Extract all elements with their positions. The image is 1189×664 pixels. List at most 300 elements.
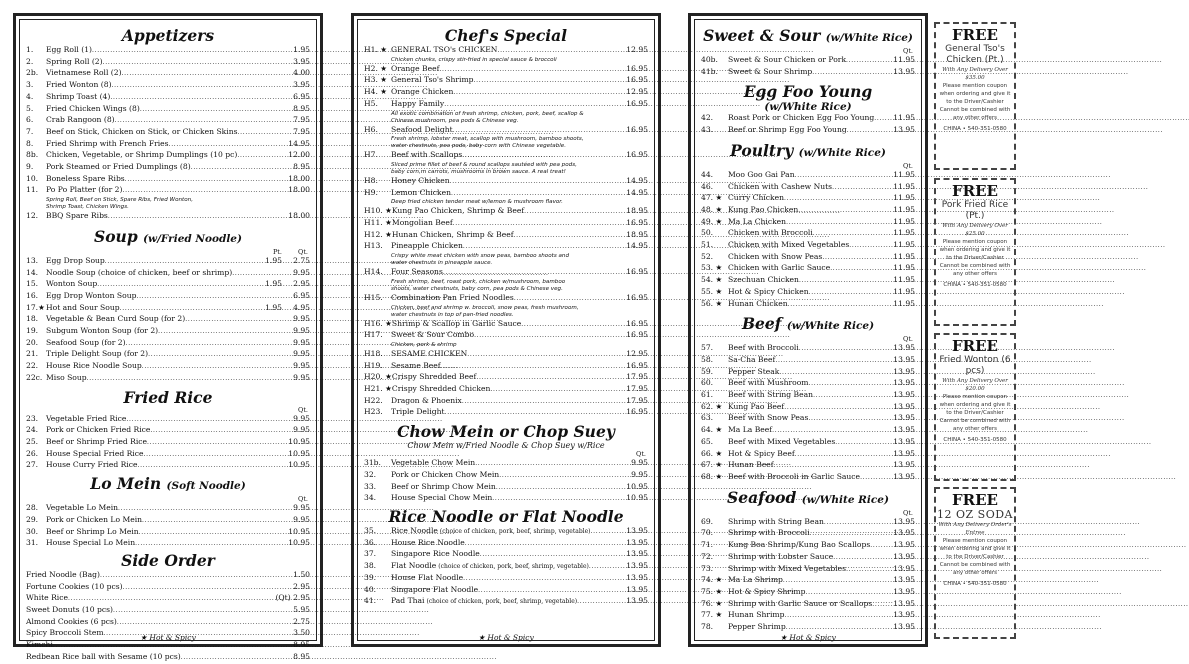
menu-item [26, 291, 310, 303]
leader-dots [786, 622, 893, 634]
section-title-text: Rice Noodle or Flat Noodle [388, 506, 624, 526]
item-price: 11.95 [893, 193, 915, 203]
item-name: Seafood Soup (for 2) [46, 337, 126, 347]
item-number: 25. [26, 436, 39, 446]
item-price: 10.95 [288, 448, 310, 458]
section-title-text: Seafood [727, 487, 797, 507]
section-title-text: Lo Mein [90, 474, 162, 494]
item-name: Vegetable Fried Rice [46, 413, 127, 423]
leader-dots [139, 527, 288, 539]
menu-item [26, 68, 310, 80]
leader-dots [795, 449, 893, 461]
menu-item [364, 596, 648, 608]
leader-dots [822, 252, 892, 264]
menu-item [701, 287, 915, 299]
item-note: (choice of chicken, pork, beef, shrimp, vegetable) [439, 527, 591, 535]
item-number: 42. [701, 113, 714, 123]
menu-item [26, 92, 310, 104]
item-name: Orange Beef [391, 63, 440, 73]
item-name: Sweet & Sour Combo [391, 330, 475, 340]
item-name: Rice Noodle [391, 525, 438, 535]
item-name: Ma La Shrimp [728, 575, 783, 585]
item-price-qt: 6.95 [293, 290, 310, 300]
item-name: Beef with Broccoli in Garlic Sauce [728, 471, 861, 481]
item-number: 73. [701, 563, 714, 573]
menu-item [26, 185, 310, 197]
item-name: Po Po Platter (for 2) [46, 185, 123, 195]
leader-dots [122, 68, 293, 80]
coupon-free-label: FREE [952, 491, 998, 509]
leader-dots [799, 275, 892, 287]
leader-dots [451, 188, 625, 200]
menu-item [364, 470, 648, 482]
coupon-condition: With Any Delivery Over $25.00 [942, 223, 1008, 237]
menu-item [26, 425, 310, 437]
item-price-qt: 9.95 [293, 326, 310, 336]
item-number: 1. [26, 45, 34, 54]
item-number: H22. [364, 395, 383, 405]
item-name: Vegetable Lo Mein [46, 503, 119, 513]
item-number: 53. ★ [701, 263, 723, 273]
leader-dots [465, 538, 625, 550]
item-price: 13.95 [626, 525, 648, 535]
section-title [364, 422, 648, 441]
item-number: 65. [701, 436, 714, 446]
item-number: H21. ★ [364, 384, 392, 394]
coupon-free-label: FREE [952, 182, 998, 200]
item-price: 14.95 [626, 241, 648, 251]
item-price-pt: 1.95 [265, 302, 282, 312]
item-name: Chicken with Broccoli [728, 228, 813, 238]
leader-dots [521, 319, 625, 331]
item-number: 33. [364, 481, 377, 491]
item-price: 11.95 [893, 204, 915, 214]
item-name: Ma La Beef [728, 425, 773, 435]
item-number: H18. [364, 348, 383, 358]
item-description: Chicken, beef and shrimp w. broccoli, snow peas, fresh mushroom, [391, 304, 579, 311]
item-number: 43. [701, 125, 714, 135]
leader-dots [784, 610, 892, 622]
menu-item [26, 414, 310, 426]
item-number: 26. [26, 448, 39, 458]
coupon-phone: CHINA • 540-351-0580 [943, 437, 1007, 443]
item-name: House Flat Noodle [391, 572, 464, 582]
item-name: Happy Family [391, 98, 445, 108]
menu-item [364, 538, 648, 550]
item-number: 46. [701, 181, 714, 191]
menu-item [26, 162, 310, 174]
leader-dots [499, 470, 630, 482]
item-name: Boneless Spare Ribs [46, 173, 125, 183]
section-title [701, 488, 915, 510]
item-number: 34. [364, 493, 377, 503]
leader-dots [514, 293, 625, 305]
item-number: H9. [364, 187, 378, 197]
item-name: Beef or Shrimp Egg Foo Young [728, 125, 847, 135]
item-name: Hunan Chicken, Shrimp & Beef [391, 229, 514, 239]
leader-dots [478, 585, 625, 597]
item-number: 77. ★ [701, 610, 723, 620]
item-price: 10.95 [626, 493, 648, 503]
section-title-text: Chow Mein or Chop Suey [397, 422, 615, 442]
leader-dots [810, 528, 893, 540]
menu-item [26, 127, 310, 139]
item-price: 11.95 [893, 286, 915, 296]
menu-item [701, 275, 915, 287]
item-number: 57. [701, 343, 714, 353]
item-name: Wonton Soup [46, 279, 98, 289]
item-number: 17.★ [26, 302, 45, 312]
item-price: 13.95 [893, 598, 915, 608]
item-number: 31. [26, 538, 39, 548]
item-name: Fried Wonton (8) [46, 80, 112, 90]
leader-dots [100, 570, 292, 582]
menu-item [364, 45, 648, 57]
item-description: water chestnuts in pineapple sauce. [391, 260, 493, 267]
menu-item [26, 503, 310, 515]
item-name: Subgum Wonton Soup (for 2) [46, 326, 159, 336]
hot-spicy-legend: ★ Hot & Spicy [478, 633, 534, 642]
item-number: 48. ★ [701, 204, 723, 214]
item-name: Fortune Cookies (10 pcs) [26, 581, 123, 591]
item-name: Hot & Spicy Shrimp [728, 586, 806, 596]
item-price: 9.95 [293, 514, 310, 524]
leader-dots [775, 355, 892, 367]
item-number: 13. [26, 255, 39, 265]
leader-dots [524, 206, 625, 218]
menu-item [701, 472, 915, 484]
item-number: 58. [701, 354, 714, 364]
leader-dots [453, 87, 625, 99]
item-name: Pepper Shrimp [728, 622, 786, 632]
menu-item [701, 205, 915, 217]
item-name: Shrimp & Scallop in Garlic Sauce [391, 318, 522, 328]
menu-item [364, 150, 648, 162]
item-price-qt: 2.95 [293, 279, 310, 289]
item-price: 13.95 [893, 66, 915, 76]
item-number: H13. [364, 241, 383, 251]
coupon-free-label: FREE [952, 337, 998, 355]
item-price: 18.95 [626, 206, 648, 216]
item-price: 18.00 [288, 211, 310, 221]
section-subtitle: (Soft Noodle) [166, 480, 246, 493]
item-note: (choice of chicken, pork, beef, shrimp, vegetable) [426, 598, 578, 606]
leader-dots [117, 617, 292, 629]
leader-dots [824, 517, 892, 529]
item-price: 13.95 [893, 622, 915, 632]
menu-item [364, 206, 648, 218]
item-price: 10.95 [288, 526, 310, 536]
section-title [701, 314, 915, 336]
item-description: All exotic combination of fresh shrimp, chicken, pork, beef, scallop & [391, 110, 584, 117]
item-price: 8.95 [293, 162, 310, 172]
item-name: Shrimp with Garlic Sauce or Scallops [728, 598, 873, 608]
menu-item [701, 355, 915, 367]
item-name: Beef or Shrimp Chow Mein [391, 481, 496, 491]
item-number: 67. ★ [701, 460, 723, 470]
item-price: 9.95 [293, 425, 310, 435]
item-name: House Curry Fried Rice [46, 460, 138, 470]
item-price: 10.95 [288, 538, 310, 548]
leader-dots [784, 193, 892, 205]
item-number: 11. [26, 185, 39, 195]
item-number: 64. ★ [701, 425, 723, 435]
item-number: 4. [26, 91, 34, 101]
menu-item [26, 593, 310, 605]
leader-dots [809, 287, 893, 299]
item-number: 3. [26, 80, 34, 90]
leader-dots [92, 45, 292, 57]
coupon-card [934, 178, 1016, 326]
item-number: 21. [26, 349, 39, 359]
column-label: Qt. [902, 161, 913, 170]
item-price: 16.95 [626, 330, 648, 340]
leader-dots [105, 256, 254, 268]
leader-dots [97, 279, 254, 291]
item-number: H1. ★ [364, 45, 388, 54]
item-name: House Rice Noodle Soup [46, 361, 142, 371]
item-number: 68. ★ [701, 471, 723, 481]
menu-item [701, 263, 915, 275]
menu-item [364, 293, 648, 305]
item-price: 16.95 [626, 407, 648, 417]
menu-item [364, 188, 648, 200]
item-name: Szechuan Chicken [728, 275, 799, 285]
leader-dots [813, 228, 892, 240]
menu-item [26, 527, 310, 539]
item-name: Dragon & Phoenix [391, 395, 462, 405]
column-label: Qt. [297, 247, 308, 256]
item-name: Spring Roll (2) [46, 56, 103, 66]
item-name: Four Seasons [391, 267, 443, 277]
item-price: 11.95 [893, 240, 915, 250]
item-price: 9.95 [293, 413, 310, 423]
item-name: Kung Pao Beef [728, 401, 785, 411]
item-price: 13.95 [893, 366, 915, 376]
menu-item [701, 193, 915, 205]
item-price: 3.95 [293, 56, 310, 66]
item-price: 16.95 [626, 267, 648, 277]
item-price: 13.95 [893, 354, 915, 364]
price-column-header [701, 163, 915, 170]
menu-item [364, 125, 648, 137]
leader-dots [806, 587, 893, 599]
item-price: 7.95 [293, 115, 310, 125]
section-title [701, 26, 915, 48]
menu-item [26, 460, 310, 472]
item-name: Singapore Flat Noodle [391, 584, 479, 594]
item-name: Beef with Mixed Vegetables [728, 436, 836, 446]
item-description: Deep fried chicken tender meat w/lemon & mushroom flavor. [391, 199, 563, 206]
item-price: 16.95 [626, 292, 648, 302]
item-name: Hot & Spicy Beef [728, 448, 795, 458]
section-subtitle: (w/White Rice) [798, 146, 886, 159]
item-number: 14. [26, 267, 39, 277]
menu-item [701, 378, 915, 390]
item-name: Flat Noodle [391, 561, 437, 571]
item-price: 16.95 [626, 98, 648, 108]
menu-item [701, 413, 915, 425]
section-subtitle: Chow Mein w/Fried Noodle & Chop Suey w/Rice [407, 441, 605, 451]
leader-dots [847, 125, 893, 137]
item-name: Triple Delight [391, 407, 445, 417]
item-price: 10.95 [288, 460, 310, 470]
menu-item [701, 228, 915, 240]
leader-dots [808, 413, 892, 425]
item-price: 13.95 [626, 537, 648, 547]
item-name: House Special Chow Mein [391, 493, 493, 503]
coupon-condition: With Any Delivery Over $35.00 [942, 67, 1008, 81]
leader-dots [846, 55, 892, 67]
section-title [26, 388, 310, 407]
section-subtitle: (w/White Rice) [801, 493, 889, 506]
item-number: 2b. [26, 68, 39, 78]
leader-dots [462, 396, 625, 408]
item-price-pt: 1.95 [265, 255, 282, 265]
menu-item [364, 349, 648, 361]
leader-dots [126, 414, 292, 426]
menu-item [364, 176, 648, 188]
item-number: 22. [26, 361, 39, 371]
item-number: H10. ★ [364, 206, 392, 216]
item-number: 36. [364, 537, 377, 547]
item-name: House Special Fried Rice [46, 448, 144, 458]
item-price: 3.95 [293, 80, 310, 90]
item-note: (choice of chicken, pork, beef, shrimp, vegetable) [438, 563, 589, 571]
item-number: 12. [26, 211, 39, 221]
item-price: 9.95 [631, 458, 648, 468]
item-name: Ma La Chicken [728, 216, 787, 226]
section-title [26, 474, 310, 496]
leader-dots [492, 493, 625, 505]
item-number: 51. [701, 240, 714, 250]
item-price: 13.95 [893, 471, 915, 481]
item-number: 56. ★ [701, 298, 723, 308]
menu-item [701, 517, 915, 529]
item-price: 13.95 [893, 125, 915, 135]
leader-dots [453, 125, 626, 137]
leader-dots [849, 240, 892, 252]
menu-item [364, 493, 648, 505]
item-name: Fried Noodle (Bag) [26, 569, 100, 579]
item-price: 13.95 [893, 378, 915, 388]
menu-item [701, 437, 915, 449]
menu-item [701, 460, 915, 472]
item-price: 16.95 [626, 75, 648, 85]
item-name: Shrimp with Broccoli [728, 528, 810, 538]
menu-item [26, 211, 310, 223]
menu-item [364, 330, 648, 342]
column-label: Qt. [902, 47, 913, 55]
item-description: baby corn,m carrots, mushrooms in brown sauce. A real treat! [391, 168, 566, 175]
item-number: 8. [26, 138, 34, 148]
leader-dots [783, 575, 892, 587]
menu-item [364, 372, 648, 384]
item-price: 16.95 [626, 150, 648, 160]
item-price: 13.95 [893, 425, 915, 435]
leader-dots [463, 241, 625, 253]
item-name: Honey Chicken [391, 175, 450, 185]
menu-item [364, 396, 648, 408]
menu-item [701, 540, 915, 552]
item-name: Sweet & Sour Shrimp [728, 66, 813, 76]
leader-dots [497, 45, 625, 57]
menu-item [26, 104, 310, 116]
leader-dots [136, 291, 254, 303]
leader-dots [444, 99, 625, 111]
item-name: Shrimp with Lobster Sauce [728, 551, 834, 561]
menu-item [26, 174, 310, 186]
menu-item [26, 515, 310, 527]
item-price: 17.95 [626, 384, 648, 394]
menu-item [701, 67, 915, 79]
item-name: Crispy Shredded Beef [391, 372, 477, 382]
menu-item [26, 605, 310, 617]
item-price: 3.50 [293, 628, 310, 638]
item-number: 23. [26, 413, 39, 423]
item-name: Hunan Chicken [728, 298, 788, 308]
item-name: Beef with Snow Peas [728, 413, 809, 423]
menu-item [364, 99, 648, 111]
leader-dots [467, 349, 625, 361]
item-number: 76. ★ [701, 598, 723, 608]
section-title [26, 227, 310, 249]
leader-dots [87, 373, 254, 385]
item-name: Sweet & Sour Chicken or Pork [728, 55, 847, 64]
item-description: water chestnuts in top of pan-fried noodles. [391, 311, 514, 318]
item-number: 5. [26, 103, 34, 113]
leader-dots [181, 652, 292, 664]
coupon-item: Pork Fried Rice (Pt.) [941, 200, 1009, 221]
item-name: Fried Shrimp with French Fries [46, 138, 169, 148]
menu-item [364, 407, 648, 419]
leader-dots [118, 503, 292, 515]
leader-dots [799, 343, 892, 355]
leader-dots [774, 460, 893, 472]
leader-dots [113, 605, 292, 617]
item-price: 13.95 [893, 563, 915, 573]
item-name: Combination Pan Fried Noodles [391, 292, 514, 302]
item-price: 6.95 [293, 91, 310, 101]
menu-item [26, 617, 310, 629]
item-number: 47. ★ [701, 193, 723, 203]
section-title-text: Beef [741, 314, 782, 334]
item-price-qt: 9.95 [293, 361, 310, 371]
menu-item [26, 268, 310, 280]
item-number: 41b. [701, 66, 718, 76]
menu-item [26, 139, 310, 151]
menu-item [364, 241, 648, 253]
menu-item [26, 115, 310, 127]
item-description: Spring Roll, Beef on Stick, Spare Ribs, Fried Wonton, [46, 197, 193, 204]
leader-dots [589, 561, 625, 573]
item-number: 63. [701, 413, 714, 423]
item-number: H17. [364, 330, 383, 340]
item-name: Spicy Broccoli Stem [26, 628, 104, 638]
section-title [364, 507, 648, 526]
item-number: 39. [364, 572, 377, 582]
item-price: 18.00 [288, 173, 310, 183]
price-column-header [26, 407, 310, 414]
item-price: 13.95 [893, 460, 915, 470]
item-price-qt: 4.95 [293, 302, 310, 312]
menu-item [364, 87, 648, 99]
item-name: Vietnamese Roll (2) [46, 68, 122, 78]
leader-dots [135, 538, 287, 550]
coupon-terms: Please mention coupon when ordering and give it to the Driver/Cashier Cannot be combined with any other offers [939, 394, 1011, 432]
leader-dots [450, 176, 626, 188]
item-name: White Rice [26, 593, 68, 603]
